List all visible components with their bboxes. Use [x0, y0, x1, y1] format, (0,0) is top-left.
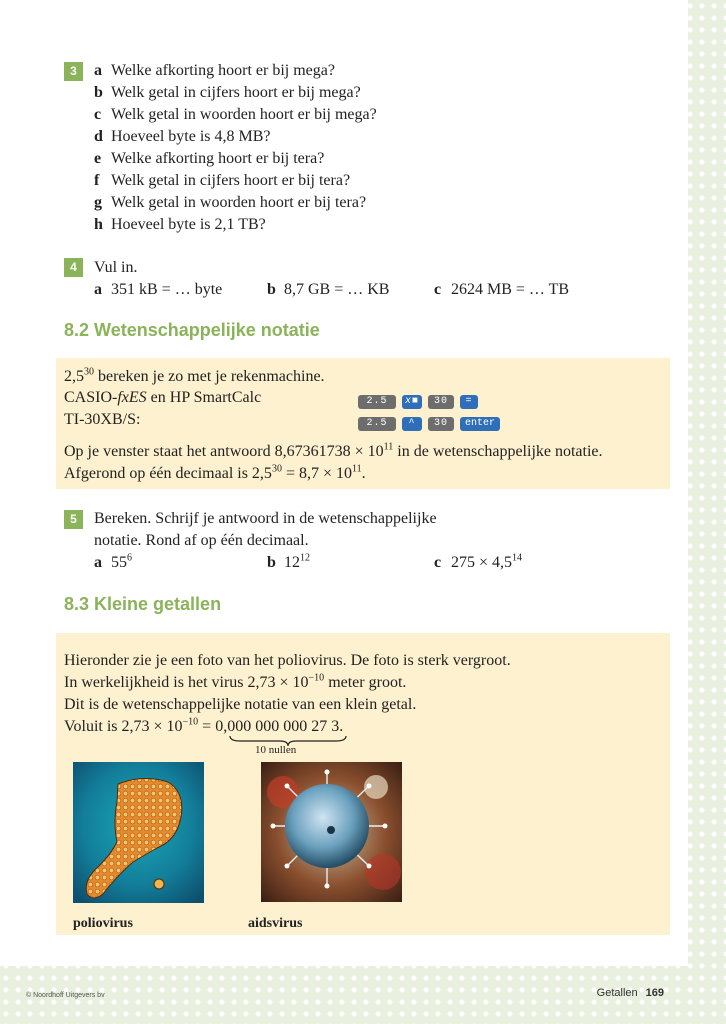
caption-poliovirus: poliovirus	[73, 916, 133, 931]
rounded-exponent: 11	[351, 463, 362, 475]
item-exponent: 12	[300, 552, 310, 564]
section-heading-8-3: 8.3 Kleine getallen	[64, 594, 222, 614]
box-line-2	[64, 672, 406, 694]
rounded-text: Afgerond op één decimaal is 2,5	[64, 465, 272, 482]
footer-chapter: Getallen	[596, 987, 638, 999]
footer-page-number: 169	[645, 987, 664, 999]
rounded-line	[64, 463, 366, 485]
caption-aidsvirus: aidsvirus	[248, 916, 303, 931]
line4-text: Voluit is 2,73 × 10	[64, 718, 183, 735]
exercise-4-intro: Vul in.	[94, 259, 138, 276]
item-letter: e	[94, 150, 102, 167]
calculator-info-box	[56, 358, 670, 489]
item-text: Hoeveel byte is 4,8 MB?	[111, 128, 271, 145]
item-letter: d	[94, 128, 103, 145]
answer-text-end: in de wetenschappelijke notatie.	[393, 443, 603, 460]
answer-text: Op je venster staat het antwoord 8,67361738 × 10	[64, 443, 384, 460]
key-30: 30	[428, 417, 454, 431]
ti-keys	[358, 413, 506, 435]
item-letter: c	[434, 554, 442, 571]
poliovirus-photo	[73, 762, 204, 903]
line4-equals: =	[198, 718, 216, 735]
exercise-4a	[94, 279, 222, 301]
small-numbers-box	[56, 633, 670, 935]
item-text: Welk getal in cijfers hoort er bij tera?	[111, 172, 351, 189]
casio-prefix: CASIO-	[64, 389, 118, 406]
item-letter: b	[267, 281, 276, 298]
answer-exponent: 11	[383, 441, 394, 453]
exercise-3d	[94, 126, 271, 148]
item-letter: c	[434, 281, 442, 298]
item-letter: g	[94, 194, 102, 211]
box-line-3: Dit is de wetenschappelijke notatie van een klein getal.	[64, 696, 417, 713]
item-base: 275 × 4,5	[451, 554, 513, 571]
key-power: x■	[402, 395, 422, 409]
item-text: Welke afkorting hoort er bij tera?	[111, 150, 325, 167]
item-text: Hoeveel byte is 2,1 TB?	[111, 216, 266, 233]
casio-suffix: en HP SmartCalc	[146, 389, 262, 406]
exercise-5b	[267, 552, 310, 574]
exercise-3e	[94, 148, 324, 170]
line2-exponent: −10	[308, 672, 325, 684]
box-line-power	[64, 366, 325, 388]
item-letter: a	[94, 554, 102, 571]
key-2-5: 2.5	[358, 395, 396, 409]
exercise-5-line2: notatie. Rond af op één decimaal.	[94, 532, 309, 549]
item-text: 351 kB = … byte	[111, 281, 223, 298]
item-letter: b	[267, 554, 276, 571]
item-letter: c	[94, 106, 102, 123]
key-2-5: 2.5	[358, 417, 396, 431]
item-base: 12	[284, 554, 300, 571]
item-letter: f	[94, 172, 100, 189]
item-letter: a	[94, 62, 102, 79]
item-text: Welk getal in woorden hoort er bij tera?	[111, 194, 367, 211]
item-text: Welk getal in cijfers hoort er bij mega?	[111, 84, 361, 101]
item-letter: a	[94, 281, 102, 298]
casio-keys	[358, 391, 484, 413]
exercise-4c	[434, 279, 569, 301]
item-text: Welke afkorting hoort er bij mega?	[111, 62, 335, 79]
exercise-5c	[434, 552, 522, 574]
ti-label: TI-30XB/S:	[64, 411, 141, 428]
exercise-3f	[94, 170, 350, 192]
exercise-5-number: 5	[64, 510, 83, 529]
box-line-1: Hieronder zie je een foto van het poliovirus. De foto is sterk vergroot.	[64, 652, 511, 669]
exercise-3c	[94, 104, 377, 126]
brace-label: 10 nullen	[255, 744, 297, 756]
item-letter: h	[94, 216, 103, 233]
line2-text: In werkelijkheid is het virus 2,73 × 10	[64, 674, 309, 691]
line4-zeros: 0,000 000 000	[215, 718, 308, 735]
exercise-3-number: 3	[64, 62, 83, 81]
line4-text-end: 27 3.	[307, 718, 344, 735]
exercise-3h	[94, 214, 266, 236]
power-base: 2,5	[64, 368, 84, 385]
aidsvirus-photo	[261, 762, 402, 902]
exercise-3a	[94, 60, 335, 82]
item-letter: b	[94, 84, 103, 101]
exercise-3b	[94, 82, 361, 104]
item-text: Welk getal in woorden hoort er bij mega?	[111, 106, 377, 123]
key-enter: enter	[460, 417, 500, 431]
item-exponent: 14	[512, 552, 523, 564]
rounded-text-mid: = 8,7 × 10	[281, 465, 352, 482]
exercise-3g	[94, 192, 366, 214]
key-30: 30	[428, 395, 454, 409]
key-caret: ^	[402, 417, 422, 431]
line4-exponent: −10	[182, 716, 199, 728]
line2-text-end: meter groot.	[324, 674, 407, 691]
casio-model: fxES	[117, 389, 147, 406]
section-heading-8-2: 8.2 Wetenschappelijke notatie	[64, 320, 320, 340]
answer-line	[64, 441, 603, 463]
exercise-4-number: 4	[64, 258, 83, 277]
item-text: 8,7 GB = … KB	[284, 281, 390, 298]
item-text: 2624 MB = … TB	[451, 281, 570, 298]
rounded-exponent: 30	[271, 463, 282, 475]
exercise-5-line1: Bereken. Schrijf je antwoord in de wetenschappelijke	[94, 510, 437, 527]
footer-page-info	[597, 987, 664, 999]
key-equals: =	[460, 395, 478, 409]
item-base: 55	[111, 554, 127, 571]
power-exponent: 30	[84, 366, 94, 378]
casio-label	[64, 387, 261, 409]
power-text: bereken je zo met je rekenmachine.	[94, 368, 325, 385]
rounded-text-end: .	[361, 465, 366, 482]
exercise-4b	[267, 279, 389, 301]
exercise-5a	[94, 552, 132, 574]
item-exponent: 6	[127, 552, 132, 564]
footer-copyright: © Noordhoff Uitgevers bv	[26, 992, 105, 999]
